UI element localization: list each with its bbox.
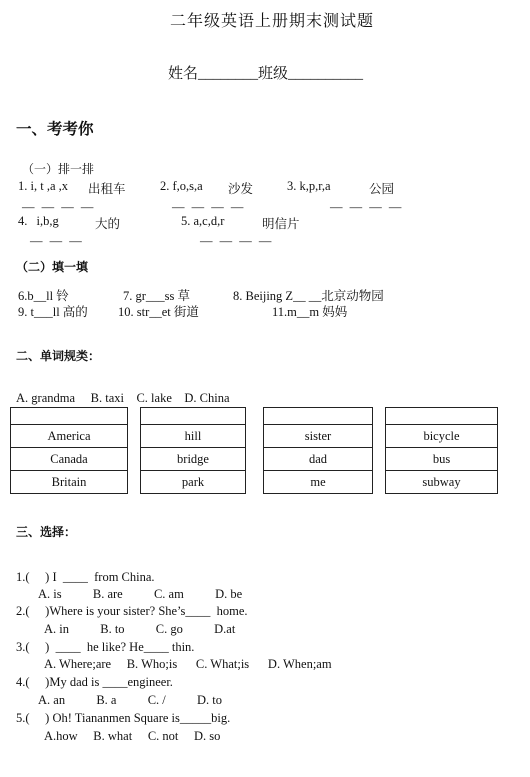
part1-item-2-blank: — — — — (172, 200, 246, 214)
part1-item-5-blank: — — — — (200, 234, 274, 248)
fill-item-7: 7. gr___ss 草 (123, 289, 191, 303)
question-1-choices: A. is B. are C. am D. be (38, 587, 243, 601)
question-4-stem: 4.( )My dad is ____engineer. (16, 675, 173, 689)
part1-item-5 (181, 214, 224, 229)
part1-item-2 (160, 179, 203, 194)
fill-item-6: 6.b__ll 铃 (18, 289, 69, 303)
part1-item-4-blank: — — — (30, 234, 84, 248)
item-letters: f,o,s,a (172, 179, 203, 193)
question-1-stem: 1.( ) I ____ from China. (16, 570, 155, 584)
item-number: 5. (181, 214, 191, 228)
classify-col-3-header (263, 407, 373, 425)
fill-item-9: 9. t___ll 高的 (18, 305, 88, 319)
section3-heading: 三、选择： (16, 525, 77, 539)
part1-item-5-meaning: 明信片 (262, 217, 300, 231)
part1-item-3 (287, 179, 331, 194)
question-2-stem: 2.( )Where is your sister? She’s____ home. (16, 604, 248, 618)
part1-item-4 (18, 214, 59, 229)
part2-label: （二）填一填 (16, 260, 89, 274)
item-number: 2. (160, 179, 170, 193)
item-letters: a,c,d,r (193, 214, 225, 228)
item-letters: i, t ,a ,x (30, 179, 68, 193)
part1-item-3-blank: — — — — (330, 200, 404, 214)
classify-cell: Canada (10, 447, 128, 471)
question-5-stem: 5.( ) Oh! Tiananmen Square is_____big. (16, 711, 231, 725)
part1-item-1-blank: — — — — (22, 200, 96, 214)
question-5-choices: A.how B. what C. not D. so (44, 729, 221, 743)
question-2-choices: A. in B. to C. go D.at (44, 622, 236, 636)
classify-cell: bicycle (385, 424, 498, 448)
part1-item-1 (18, 179, 68, 194)
fill-item-11: 11.m__m 妈妈 (272, 305, 348, 319)
classify-options: A. grandma B. taxi C. lake D. China (16, 391, 230, 405)
classify-cell: park (140, 470, 246, 494)
classify-cell: America (10, 424, 128, 448)
item-letters: i,b,g (36, 214, 59, 228)
fill-item-10: 10. str__et 街道 (118, 305, 199, 319)
fill-item-8: 8. Beijing Z__ __北京动物园 (233, 289, 384, 303)
classify-cell: sister (263, 424, 373, 448)
part1-item-4-meaning: 大的 (95, 217, 121, 231)
name-class-line: 姓名________班级__________ (168, 66, 364, 82)
classify-cell: subway (385, 470, 498, 494)
part1-label: （一）排一排 (22, 162, 95, 176)
question-4-choices: A. an B. a C. / D. to (38, 693, 223, 707)
classify-cell: dad (263, 447, 373, 471)
classify-col-1-header (10, 407, 128, 425)
section2-heading: 二、单词规类： (16, 349, 101, 363)
classify-cell: bridge (140, 447, 246, 471)
question-3-stem: 3.( ) ____ he like? He____ thin. (16, 640, 195, 654)
classify-col-4-header (385, 407, 498, 425)
classify-col-2-header (140, 407, 246, 425)
item-number: 1. (18, 179, 28, 193)
classify-cell: bus (385, 447, 498, 471)
classify-cell: Britain (10, 470, 128, 494)
question-3-choices: A. Where;are B. Who;is C. What;is D. When;am (44, 657, 332, 671)
part1-item-3-meaning: 公园 (369, 182, 395, 196)
classify-cell: me (263, 470, 373, 494)
classify-cell: hill (140, 424, 246, 448)
item-number: 4. (18, 214, 28, 228)
part1-item-1-meaning: 出租车 (88, 182, 126, 196)
part1-item-2-meaning: 沙发 (228, 182, 254, 196)
item-number: 3. (287, 179, 297, 193)
item-letters: k,p,r,a (299, 179, 331, 193)
section1-heading: 一、考考你 (16, 120, 94, 138)
page-title: 二年级英语上册期末测试题 (170, 13, 375, 30)
